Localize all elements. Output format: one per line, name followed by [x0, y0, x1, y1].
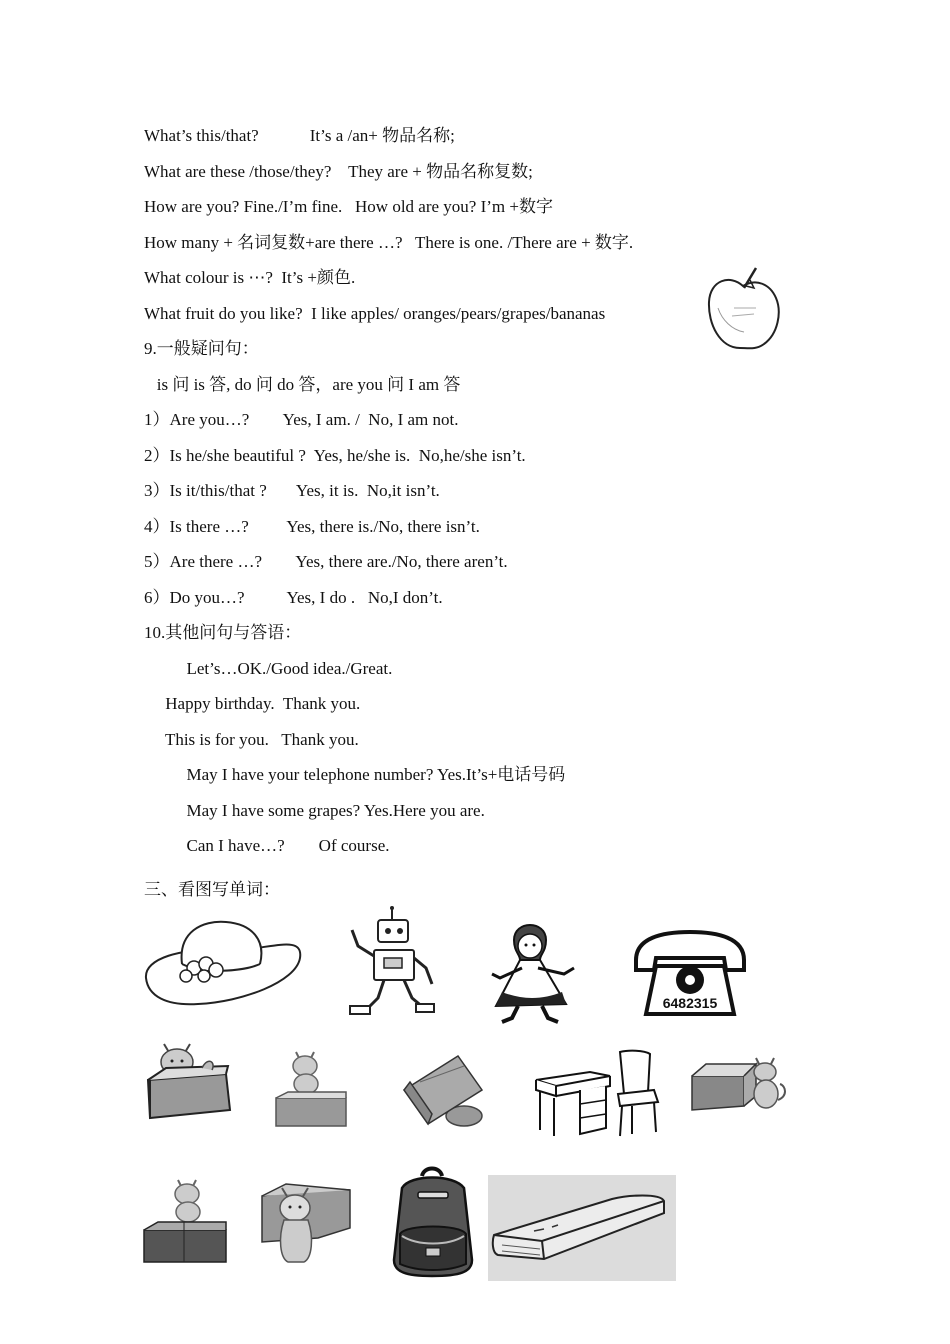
doll-picture	[482, 918, 586, 1026]
text-line: What colour is ⋯? It’s +颜色.	[144, 268, 356, 287]
text-line: 4）Is there …? Yes, there is./No, there isn’t.	[144, 517, 480, 536]
cat-on-box-picture	[142, 1174, 230, 1264]
hat-picture	[142, 918, 304, 1008]
text-line: How are you? Fine./I’m fine. How old are you? I’m +数字	[144, 197, 553, 216]
text-line: is 问 is 答, do 问 do 答，are you 问 I am 答	[144, 375, 461, 394]
section-heading: 9.一般疑问句：	[144, 339, 259, 358]
robot-picture	[344, 906, 436, 1018]
text-line: 5）Are there …? Yes, there are./No, there aren’t.	[144, 552, 508, 571]
section-heading: 10.其他问句与答语：	[144, 623, 302, 642]
text-line: 3）Is it/this/that ? Yes, it is. No,it isn’t.	[144, 481, 440, 500]
section-heading: 三、看图写单词：	[144, 880, 280, 899]
text-line: Happy birthday. Thank you.	[144, 694, 361, 713]
pencil-box-picture	[488, 1175, 676, 1281]
text-line: This is for you. Thank you.	[144, 730, 359, 749]
desk-and-chair-picture	[532, 1050, 664, 1138]
text-line: 6）Do you…? Yes, I do . No,I don’t.	[144, 588, 443, 607]
cat-on-box-picture	[274, 1048, 348, 1128]
phone-number: 6482315	[662, 995, 718, 1011]
text-line: What fruit do you like? I like apples/ oranges/pears/grapes/bananas	[144, 304, 606, 323]
cat-beside-box-picture	[690, 1054, 790, 1116]
text-line: What’s this/that? It’s a /an+ 物品名称;	[144, 126, 455, 145]
text-line: May I have some grapes? Yes.Here you are.	[144, 801, 485, 820]
text-line: What are these /those/they? They are + 物品名称复数;	[144, 162, 533, 181]
apple-picture	[704, 264, 782, 352]
text-line: 1）Are you…? Yes, I am. / No, I am not.	[144, 410, 459, 429]
cat-behind-box-picture	[258, 1178, 356, 1264]
text-line: Let’s…OK./Good idea./Great.	[144, 659, 393, 678]
telephone-picture	[632, 930, 748, 1018]
text-line: Can I have…? Of course.	[144, 836, 390, 855]
schoolbag-picture	[388, 1164, 478, 1278]
cat-in-box-picture	[142, 1036, 234, 1122]
text-line: 2）Is he/she beautiful ? Yes, he/she is. No,he/she isn’t.	[144, 446, 526, 465]
text-line: May I have your telephone number? Yes.It’s+电话号码	[144, 765, 566, 784]
cat-under-box-picture	[402, 1052, 488, 1128]
text-line: How many + 名词复数+are there …? There is one. /There are + 数字.	[144, 233, 634, 252]
